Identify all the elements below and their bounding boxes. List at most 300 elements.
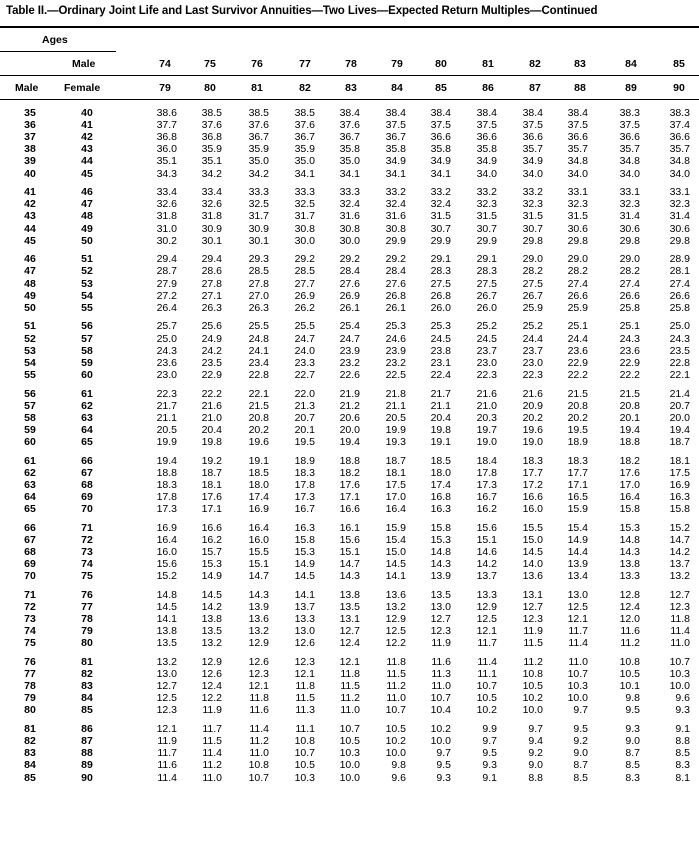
female-age-80: 80	[204, 82, 216, 94]
multiple-cell: 10.1	[619, 680, 640, 693]
female-age-88: 88	[574, 82, 586, 94]
multiple-cell: 26.3	[201, 301, 222, 314]
multiple-cell: 13.4	[567, 570, 588, 583]
male-age-cell: 42	[24, 198, 36, 211]
multiple-cell: 37.6	[201, 119, 222, 132]
multiple-cell: 15.1	[476, 533, 497, 546]
multiple-cell: 9.2	[573, 735, 588, 748]
female-age-81: 81	[251, 82, 263, 94]
multiple-cell: 9.3	[436, 771, 451, 784]
male-age-cell: 47	[24, 265, 36, 278]
multiple-cell: 33.1	[619, 186, 640, 199]
multiple-cell: 25.3	[385, 320, 406, 333]
multiple-cell: 10.3	[294, 771, 315, 784]
multiple-cell: 25.2	[522, 320, 543, 333]
multiple-cell: 15.8	[669, 503, 690, 516]
multiple-cell: 38.4	[567, 107, 588, 119]
multiple-cell: 29.2	[294, 253, 315, 266]
multiple-cell: 11.9	[523, 625, 543, 638]
multiple-cell: 38.4	[522, 107, 543, 119]
multiple-cell: 18.8	[339, 454, 360, 467]
female-age-cell: 70	[81, 503, 93, 516]
male-age-77: 77	[299, 58, 311, 70]
multiple-cell: 32.3	[567, 198, 588, 211]
multiple-cell: 10.0	[522, 704, 543, 717]
multiple-cell: 18.2	[619, 454, 640, 467]
multiple-cell: 14.1	[385, 570, 406, 583]
female-age-cell: 40	[81, 107, 93, 119]
multiple-cell: 17.1	[201, 503, 222, 516]
multiple-cell: 37.5	[476, 119, 497, 132]
multiple-cell: 29.1	[430, 253, 451, 266]
multiple-cell: 8.5	[675, 747, 690, 760]
multiple-cell: 23.7	[522, 344, 543, 357]
multiple-cell: 11.7	[568, 625, 588, 638]
multiple-cell: 29.9	[476, 234, 497, 247]
multiple-cell: 14.9	[294, 558, 315, 571]
multiple-cell: 10.5	[294, 759, 315, 772]
multiple-cell: 9.0	[573, 747, 588, 760]
multiple-cell: 12.0	[619, 613, 640, 626]
multiple-cell: 18.3	[294, 466, 315, 479]
female-age-cell: 48	[81, 210, 93, 223]
female-age-cell: 77	[81, 600, 93, 613]
multiple-cell: 12.2	[201, 692, 222, 705]
female-age-cell: 59	[81, 356, 93, 369]
multiple-cell: 23.0	[476, 356, 497, 369]
multiple-cell: 17.6	[201, 490, 222, 503]
multiple-cell: 13.0	[294, 625, 315, 638]
multiple-cell: 21.8	[385, 387, 406, 400]
multiple-cell: 34.8	[619, 155, 640, 168]
male-age-cell: 49	[24, 289, 36, 302]
male-age-cell: 43	[24, 210, 36, 223]
multiple-cell: 18.2	[339, 466, 360, 479]
female-age-cell: 69	[81, 490, 93, 503]
multiple-cell: 19.3	[385, 436, 406, 448]
multiple-cell: 34.9	[430, 155, 451, 168]
female-age-cell: 53	[81, 277, 93, 290]
multiple-cell: 18.9	[294, 454, 315, 467]
multiple-cell: 23.9	[339, 344, 360, 357]
multiple-cell: 16.3	[669, 490, 690, 503]
multiple-cell: 15.3	[430, 533, 451, 546]
multiple-cell: 21.9	[339, 387, 360, 400]
multiple-cell: 16.0	[156, 545, 177, 558]
female-age-cell: 42	[81, 131, 93, 144]
multiple-cell: 10.8	[619, 655, 640, 668]
multiple-cell: 35.9	[248, 143, 269, 156]
multiple-cell: 15.8	[430, 521, 451, 534]
multiple-cell: 20.6	[339, 411, 360, 424]
multiple-cell: 18.5	[430, 454, 451, 467]
multiple-cell: 27.4	[619, 277, 640, 290]
multiple-cell: 30.9	[248, 222, 269, 235]
multiple-cell: 12.3	[248, 668, 269, 681]
multiple-cell: 14.3	[339, 570, 360, 583]
male-age-cell: 74	[24, 625, 36, 638]
multiple-cell: 34.0	[567, 167, 588, 180]
multiple-cell: 15.0	[385, 545, 406, 558]
multiple-cell: 32.4	[339, 198, 360, 211]
multiple-cell: 27.5	[430, 277, 451, 290]
multiple-cell: 27.6	[385, 277, 406, 290]
multiple-cell: 37.5	[522, 119, 543, 132]
male-age-cell: 51	[24, 320, 36, 333]
multiple-cell: 12.3	[294, 655, 315, 668]
multiple-cell: 10.2	[430, 723, 451, 736]
table-title: Table II.—Ordinary Joint Life and Last Survivor Annuities—Two Lives—Expected Return Multiples—Continued	[6, 5, 598, 17]
multiple-cell: 35.8	[385, 143, 406, 156]
multiple-cell: 24.1	[248, 344, 269, 357]
multiple-cell: 22.3	[156, 387, 177, 400]
multiple-cell: 30.8	[294, 222, 315, 235]
multiple-cell: 11.8	[670, 613, 690, 626]
multiple-cell: 12.5	[385, 625, 406, 638]
female-age-cell: 65	[81, 436, 93, 448]
multiple-cell: 36.6	[669, 131, 690, 144]
multiple-cell: 38.4	[339, 107, 360, 119]
multiple-cell: 17.6	[339, 478, 360, 491]
male-age-cell: 63	[24, 478, 36, 491]
multiple-cell: 34.0	[619, 167, 640, 180]
multiple-cell: 16.5	[567, 490, 588, 503]
multiple-cell: 28.2	[567, 265, 588, 278]
multiple-cell: 30.1	[248, 234, 269, 247]
multiple-cell: 29.8	[522, 234, 543, 247]
male-age-79: 79	[391, 58, 403, 70]
multiple-cell: 11.4	[249, 723, 269, 736]
multiple-cell: 18.4	[476, 454, 497, 467]
multiple-cell: 35.7	[619, 143, 640, 156]
male-age-cell: 71	[24, 588, 36, 601]
multiple-cell: 11.6	[431, 655, 451, 668]
male-age-cell: 50	[24, 301, 36, 314]
multiple-cell: 11.0	[386, 692, 406, 705]
male-age-cell: 45	[24, 234, 36, 247]
multiple-cell: 11.8	[340, 668, 360, 681]
multiple-cell: 28.9	[669, 253, 690, 266]
multiple-cell: 31.4	[669, 210, 690, 223]
multiple-cell: 11.3	[431, 668, 451, 681]
multiple-cell: 22.2	[201, 387, 222, 400]
multiple-cell: 24.7	[339, 332, 360, 345]
multiple-cell: 11.6	[620, 625, 640, 638]
multiple-cell: 26.8	[385, 289, 406, 302]
multiple-cell: 36.6	[430, 131, 451, 144]
female-age-cell: 72	[81, 533, 93, 546]
multiple-cell: 33.3	[339, 186, 360, 199]
multiple-cell: 30.6	[619, 222, 640, 235]
female-age-cell: 41	[81, 119, 93, 132]
multiple-cell: 30.6	[567, 222, 588, 235]
multiple-cell: 38.4	[430, 107, 451, 119]
multiple-cell: 9.3	[625, 723, 640, 736]
multiple-cell: 20.9	[522, 399, 543, 412]
multiple-cell: 11.5	[340, 680, 360, 693]
female-age-cell: 75	[81, 570, 93, 583]
male-age-cell: 62	[24, 466, 36, 479]
multiple-cell: 32.3	[522, 198, 543, 211]
multiple-cell: 27.8	[201, 277, 222, 290]
multiple-cell: 22.9	[567, 356, 588, 369]
male-age-cell: 78	[24, 680, 36, 693]
multiple-cell: 10.8	[294, 735, 315, 748]
multiple-cell: 26.3	[248, 301, 269, 314]
multiple-cell: 18.0	[430, 466, 451, 479]
multiple-cell: 34.3	[156, 167, 177, 180]
multiple-cell: 29.2	[385, 253, 406, 266]
multiple-cell: 12.7	[156, 680, 177, 693]
female-age-cell: 84	[81, 692, 93, 705]
multiple-cell: 20.1	[294, 423, 315, 436]
multiple-cell: 11.0	[249, 747, 269, 760]
female-age-cell: 81	[81, 655, 93, 668]
male-age-76: 76	[251, 58, 263, 70]
multiple-cell: 11.4	[157, 771, 177, 784]
multiple-cell: 13.2	[248, 625, 269, 638]
multiple-cell: 19.5	[294, 436, 315, 448]
multiple-cell: 37.5	[619, 119, 640, 132]
multiple-cell: 22.3	[522, 368, 543, 381]
multiple-cell: 18.9	[567, 436, 588, 448]
multiple-cell: 35.0	[248, 155, 269, 168]
multiple-cell: 30.8	[385, 222, 406, 235]
multiple-cell: 13.6	[385, 588, 406, 601]
multiple-cell: 18.7	[201, 466, 222, 479]
multiple-cell: 13.3	[476, 588, 497, 601]
multiple-cell: 30.1	[201, 234, 222, 247]
multiple-cell: 14.9	[567, 533, 588, 546]
multiple-cell: 14.7	[669, 533, 690, 546]
multiple-cell: 27.1	[201, 289, 222, 302]
multiple-cell: 14.8	[619, 533, 640, 546]
multiple-cell: 25.5	[294, 320, 315, 333]
multiple-cell: 11.5	[523, 637, 543, 650]
multiple-cell: 30.0	[339, 234, 360, 247]
multiple-cell: 13.5	[339, 600, 360, 613]
multiple-cell: 9.7	[573, 704, 588, 717]
multiple-cell: 17.3	[156, 503, 177, 516]
multiple-cell: 10.5	[385, 723, 406, 736]
multiple-cell: 16.3	[294, 521, 315, 534]
multiple-cell: 16.9	[669, 478, 690, 491]
multiple-cell: 30.0	[294, 234, 315, 247]
multiple-cell: 24.5	[476, 332, 497, 345]
multiple-cell: 20.3	[476, 411, 497, 424]
multiple-cell: 19.0	[522, 436, 543, 448]
multiple-cell: 17.4	[430, 478, 451, 491]
multiple-cell: 15.1	[248, 558, 269, 571]
multiple-cell: 9.2	[528, 747, 543, 760]
multiple-cell: 24.9	[201, 332, 222, 345]
multiple-cell: 22.2	[619, 368, 640, 381]
multiple-cell: 8.7	[573, 759, 588, 772]
multiple-cell: 35.8	[339, 143, 360, 156]
male-age-cell: 48	[24, 277, 36, 290]
multiple-cell: 24.6	[385, 332, 406, 345]
multiple-cell: 15.4	[385, 533, 406, 546]
multiple-cell: 10.0	[339, 759, 360, 772]
male-age-cell: 77	[24, 668, 36, 681]
multiple-cell: 24.0	[294, 344, 315, 357]
multiple-cell: 11.5	[202, 735, 222, 748]
multiple-cell: 13.9	[248, 600, 269, 613]
multiple-cell: 10.7	[567, 668, 588, 681]
multiple-cell: 35.9	[201, 143, 222, 156]
multiple-cell: 23.4	[248, 356, 269, 369]
male-age-cell: 57	[24, 399, 36, 412]
multiple-cell: 26.4	[156, 301, 177, 314]
ages-rule	[0, 51, 116, 52]
female-age-86: 86	[482, 82, 494, 94]
multiple-cell: 28.7	[156, 265, 177, 278]
male-age-cell: 58	[24, 411, 36, 424]
female-age-cell: 89	[81, 759, 93, 772]
multiple-cell: 30.8	[339, 222, 360, 235]
multiple-cell: 16.0	[248, 533, 269, 546]
multiple-cell: 17.0	[385, 490, 406, 503]
multiple-cell: 13.2	[201, 637, 222, 650]
multiple-cell: 12.1	[248, 680, 269, 693]
male-age-cell: 39	[24, 155, 36, 168]
multiple-cell: 37.5	[385, 119, 406, 132]
multiple-cell: 17.8	[476, 466, 497, 479]
multiple-cell: 14.5	[201, 588, 222, 601]
multiple-cell: 18.0	[248, 478, 269, 491]
female-age-cell: 46	[81, 186, 93, 199]
multiple-cell: 33.4	[201, 186, 222, 199]
multiple-cell: 19.7	[476, 423, 497, 436]
multiple-cell: 15.0	[522, 533, 543, 546]
multiple-cell: 22.1	[248, 387, 269, 400]
multiple-cell: 10.7	[248, 771, 269, 784]
multiple-cell: 8.3	[675, 759, 690, 772]
multiple-cell: 35.7	[522, 143, 543, 156]
multiple-cell: 9.6	[675, 692, 690, 705]
female-age-cell: 80	[81, 637, 93, 650]
multiple-cell: 17.3	[294, 490, 315, 503]
multiple-cell: 18.1	[201, 478, 222, 491]
multiple-cell: 10.3	[567, 680, 588, 693]
multiple-cell: 24.3	[619, 332, 640, 345]
multiple-cell: 15.3	[619, 521, 640, 534]
multiple-cell: 19.8	[201, 436, 222, 448]
multiple-cell: 36.7	[385, 131, 406, 144]
multiple-cell: 13.1	[339, 613, 360, 626]
multiple-cell: 27.5	[522, 277, 543, 290]
multiple-cell: 10.3	[669, 668, 690, 681]
multiple-cell: 16.8	[430, 490, 451, 503]
female-age-cell: 66	[81, 454, 93, 467]
multiple-cell: 10.2	[385, 735, 406, 748]
multiple-cell: 8.8	[528, 771, 543, 784]
multiple-cell: 11.7	[202, 723, 222, 736]
multiple-cell: 11.2	[202, 759, 222, 772]
male-age-cell: 81	[24, 723, 36, 736]
multiple-cell: 21.6	[522, 387, 543, 400]
multiple-cell: 18.8	[156, 466, 177, 479]
multiple-cell: 15.5	[248, 545, 269, 558]
multiple-cell: 28.3	[476, 265, 497, 278]
multiple-cell: 8.5	[625, 759, 640, 772]
multiple-cell: 15.2	[669, 521, 690, 534]
multiple-cell: 23.1	[430, 356, 451, 369]
male-header: Male	[72, 58, 96, 70]
multiple-cell: 13.7	[669, 558, 690, 571]
female-age-cell: 52	[81, 265, 93, 278]
multiple-cell: 13.3	[619, 570, 640, 583]
multiple-cell: 10.7	[339, 723, 360, 736]
multiple-cell: 13.0	[430, 600, 451, 613]
multiple-cell: 33.1	[669, 186, 690, 199]
multiple-cell: 14.8	[156, 588, 177, 601]
multiple-cell: 20.2	[248, 423, 269, 436]
multiple-cell: 29.4	[156, 253, 177, 266]
multiple-cell: 15.8	[294, 533, 315, 546]
multiple-cell: 19.4	[669, 423, 690, 436]
multiple-cell: 17.1	[567, 478, 588, 491]
multiple-cell: 35.9	[294, 143, 315, 156]
multiple-cell: 34.1	[339, 167, 360, 180]
multiple-cell: 14.1	[294, 588, 315, 601]
multiple-cell: 14.3	[430, 558, 451, 571]
multiple-cell: 16.2	[476, 503, 497, 516]
male-age-cell: 72	[24, 600, 36, 613]
male-ages-rule	[0, 75, 699, 76]
multiple-cell: 15.6	[476, 521, 497, 534]
female-age-85: 85	[435, 82, 447, 94]
multiple-cell: 18.3	[156, 478, 177, 491]
multiple-cell: 34.9	[522, 155, 543, 168]
multiple-cell: 36.6	[476, 131, 497, 144]
multiple-cell: 28.2	[522, 265, 543, 278]
multiple-cell: 11.6	[157, 759, 177, 772]
multiple-cell: 20.4	[430, 411, 451, 424]
multiple-cell: 9.1	[482, 771, 497, 784]
multiple-cell: 9.8	[391, 759, 406, 772]
multiple-cell: 30.9	[201, 222, 222, 235]
multiple-cell: 26.6	[669, 289, 690, 302]
female-age-cell: 78	[81, 613, 93, 626]
multiple-cell: 13.2	[669, 570, 690, 583]
multiple-cell: 16.4	[248, 521, 269, 534]
multiple-cell: 31.6	[385, 210, 406, 223]
multiple-cell: 35.0	[294, 155, 315, 168]
multiple-cell: 34.0	[669, 167, 690, 180]
multiple-cell: 11.2	[386, 680, 406, 693]
multiple-cell: 22.1	[669, 368, 690, 381]
multiple-cell: 12.1	[567, 613, 588, 626]
multiple-cell: 11.7	[157, 747, 177, 760]
multiple-cell: 27.0	[248, 289, 269, 302]
multiple-cell: 16.1	[339, 521, 360, 534]
multiple-cell: 22.9	[201, 368, 222, 381]
multiple-cell: 12.5	[567, 600, 588, 613]
multiple-cell: 14.6	[476, 545, 497, 558]
multiple-cell: 14.5	[385, 558, 406, 571]
multiple-cell: 23.0	[156, 368, 177, 381]
multiple-cell: 9.5	[482, 747, 497, 760]
multiple-cell: 21.6	[201, 399, 222, 412]
male-age-80: 80	[435, 58, 447, 70]
multiple-cell: 22.0	[294, 387, 315, 400]
multiple-cell: 25.3	[430, 320, 451, 333]
multiple-cell: 19.9	[385, 423, 406, 436]
multiple-cell: 15.2	[156, 570, 177, 583]
multiple-cell: 11.4	[670, 625, 690, 638]
multiple-cell: 13.9	[567, 558, 588, 571]
